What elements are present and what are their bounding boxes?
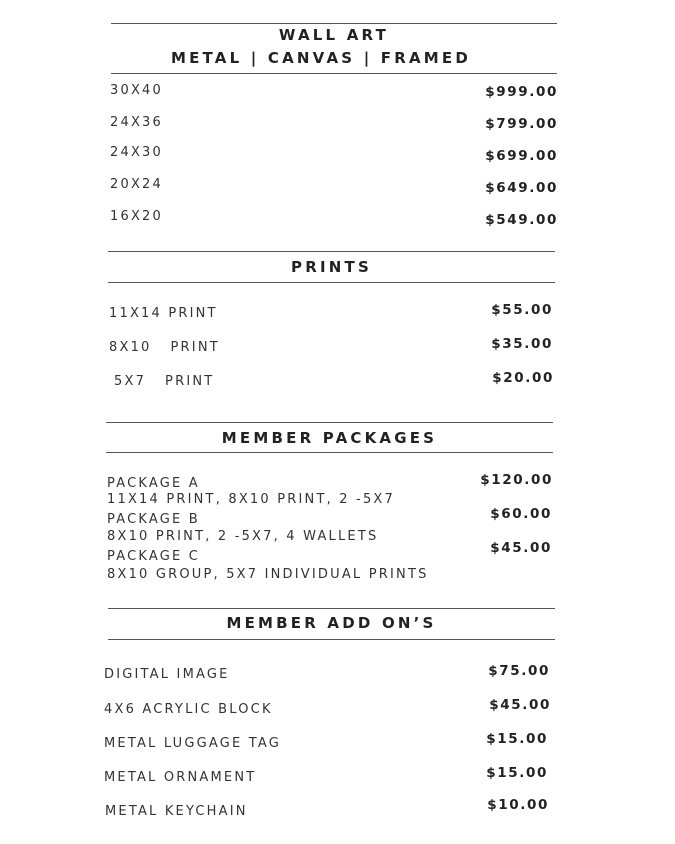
wall-art-item-label: 16X20: [110, 209, 163, 224]
wall-art-item-price: $649.00: [485, 180, 558, 196]
wall-art-item-price: $699.00: [485, 148, 558, 164]
addon-item-label: METAL ORNAMENT: [104, 770, 257, 785]
wall-art-item-label: 20X24: [110, 177, 163, 192]
package-price: $60.00: [490, 506, 552, 522]
wall-art-top-rule: [111, 23, 557, 24]
addon-item-price: $15.00: [486, 731, 548, 747]
prints-title: PRINTS: [291, 258, 372, 276]
package-price: $45.00: [490, 540, 552, 556]
wall-art-item-label: 30X40: [110, 83, 163, 98]
addon-item-price: $10.00: [487, 797, 549, 813]
addon-item-label: METAL LUGGAGE TAG: [104, 736, 282, 751]
package-name: PACKAGE C: [107, 549, 201, 564]
prints-item-price: $35.00: [491, 336, 553, 352]
wall-art-item-label: 24X36: [110, 115, 163, 130]
wall-art-item-price: $549.00: [485, 212, 558, 228]
prints-top-rule: [108, 251, 555, 252]
prints-item-label: 5X7 PRINT: [114, 374, 215, 389]
wall-art-item-price: $799.00: [485, 116, 558, 132]
prints-item-price: $55.00: [491, 302, 553, 318]
packages-title: MEMBER PACKAGES: [221, 429, 438, 447]
addon-item-price: $75.00: [488, 663, 550, 679]
package-name: PACKAGE B: [107, 512, 200, 527]
package-description: 8X10 PRINT, 2 -5X7, 4 WALLETS: [107, 529, 379, 544]
addons-bottom-rule: [108, 639, 555, 640]
wall-art-bottom-rule: [111, 73, 557, 74]
prints-item-label: 11X14 PRINT: [109, 306, 218, 321]
package-name: PACKAGE A: [107, 476, 200, 491]
addon-item-price: $45.00: [489, 697, 551, 713]
addons-title: MEMBER ADD ON’S: [226, 614, 437, 632]
package-price: $120.00: [480, 472, 553, 488]
addons-top-rule: [108, 608, 555, 609]
addon-item-price: $15.00: [486, 765, 548, 781]
addon-item-label: 4X6 ACRYLIC BLOCK: [104, 702, 273, 717]
addon-item-label: METAL KEYCHAIN: [105, 804, 248, 819]
packages-bottom-rule: [106, 452, 553, 453]
wall-art-title: WALL ART: [278, 26, 390, 44]
prints-bottom-rule: [108, 282, 555, 283]
addon-item-label: DIGITAL IMAGE: [104, 667, 230, 682]
wall-art-item-label: 24X30: [110, 145, 163, 160]
prints-item-price: $20.00: [492, 370, 554, 386]
packages-top-rule: [106, 422, 553, 423]
wall-art-item-price: $999.00: [485, 84, 558, 100]
package-description: 11X14 PRINT, 8X10 PRINT, 2 -5X7: [107, 492, 395, 507]
package-description: 8X10 GROUP, 5X7 INDIVIDUAL PRINTS: [107, 567, 429, 582]
prints-item-label: 8X10 PRINT: [109, 340, 220, 355]
wall-art-subtitle: METAL | CANVAS | FRAMED: [170, 49, 472, 67]
